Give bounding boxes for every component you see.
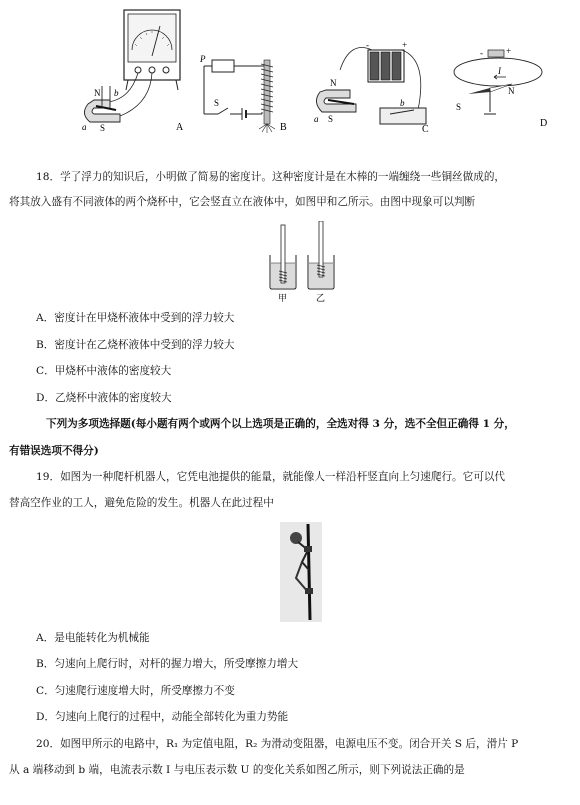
q20-stem-line1: 20．如图甲所示的电路中，R₁ 为定值电阻，R₂ 为滑动变阻器，电源电压不变。闭合开关 S 后，滑片 P — [36, 738, 519, 750]
figure-b-letter: B — [280, 122, 287, 133]
figure-a-label-a: a — [82, 122, 87, 132]
figure-c-label-a: a — [314, 114, 319, 124]
q18-label-yi: 乙 — [316, 293, 326, 303]
q19-option-c: C．匀速爬行速度增大时，所受摩擦力不变 — [36, 685, 235, 697]
q19-option-d: D．匀速向上爬行的过程中，动能全部转化为重力势能 — [36, 711, 289, 723]
figure-c-label-plus: + — [402, 40, 408, 50]
figure-c — [310, 40, 434, 134]
q18-label-jia: 甲 — [278, 293, 288, 303]
figure-a-label-s: S — [100, 123, 106, 133]
q19-figure-robot — [280, 522, 322, 622]
figure-c-label-n: N — [330, 78, 337, 88]
q19-stem-line1: 19．如图为一种爬杆机器人，它凭电池提供的能量，就能像人一样沿杆竖直向上匀速爬行。它可以代 — [36, 471, 506, 483]
figure-c-letter: C — [422, 124, 429, 134]
figure-a-label-b: b — [114, 88, 119, 98]
q19-stem-line2: 替高空作业的工人，避免危险的发生。机器人在此过程中 — [9, 497, 274, 509]
q18-option-a: A．密度计在甲烧杯液体中受到的浮力较大 — [36, 312, 235, 324]
figure-c-label-b: b — [400, 98, 405, 108]
q18-stem-line1: 18．学了浮力的知识后，小明做了简易的密度计。这种密度计是在木棒的一端缠绕一些铜丝做成的， — [36, 171, 506, 183]
figure-d-label-n: N — [508, 86, 515, 96]
figure-b — [198, 52, 290, 134]
figure-d-letter: D — [540, 118, 548, 129]
q18-option-d: D．乙烧杯中液体的密度较大 — [36, 392, 172, 404]
q19-option-a: A．是电能转化为机械能 — [36, 632, 150, 644]
q18-figure-beakers — [266, 221, 338, 303]
figure-d — [446, 44, 554, 134]
figure-a-label-n: N — [94, 88, 101, 98]
figure-b-label-s: S — [214, 98, 220, 108]
figure-b-label-p: P — [200, 54, 206, 64]
section-header-line1: 下列为多项选择题(每小题有两个或两个以上选项是正确的，全选对得 3 分，选不全但正确得 1 分， — [46, 418, 515, 430]
q18-option-c: C．甲烧杯中液体的密度较大 — [36, 365, 172, 377]
figure-a-letter: A — [176, 122, 184, 133]
figure-d-label-i: I — [498, 66, 501, 76]
q20-stem-line2: 从 a 端移动到 b 端，电流表示数 I 与电压表示数 U 的变化关系如图乙所示，则下列说法正确的是 — [9, 764, 465, 776]
figure-a — [80, 4, 190, 134]
figure-c-label-minus: - — [366, 40, 369, 50]
q18-stem-line2: 将其放入盛有不同液体的两个烧杯中，它会竖直立在液体中，如图甲和乙所示。由图中现象可以判断 — [9, 196, 476, 208]
q18-option-b: B．密度计在乙烧杯液体中受到的浮力较大 — [36, 339, 235, 351]
figure-c-label-s: S — [328, 114, 334, 124]
section-header-line2: 有错误选项不得分) — [9, 445, 99, 457]
figure-d-label-minus: - — [480, 48, 483, 58]
q19-option-b: B．匀速向上爬行时，对杆的握力增大，所受摩擦力增大 — [36, 658, 299, 670]
figure-d-label-plus: + — [506, 46, 512, 56]
figure-d-label-s: S — [456, 102, 462, 112]
